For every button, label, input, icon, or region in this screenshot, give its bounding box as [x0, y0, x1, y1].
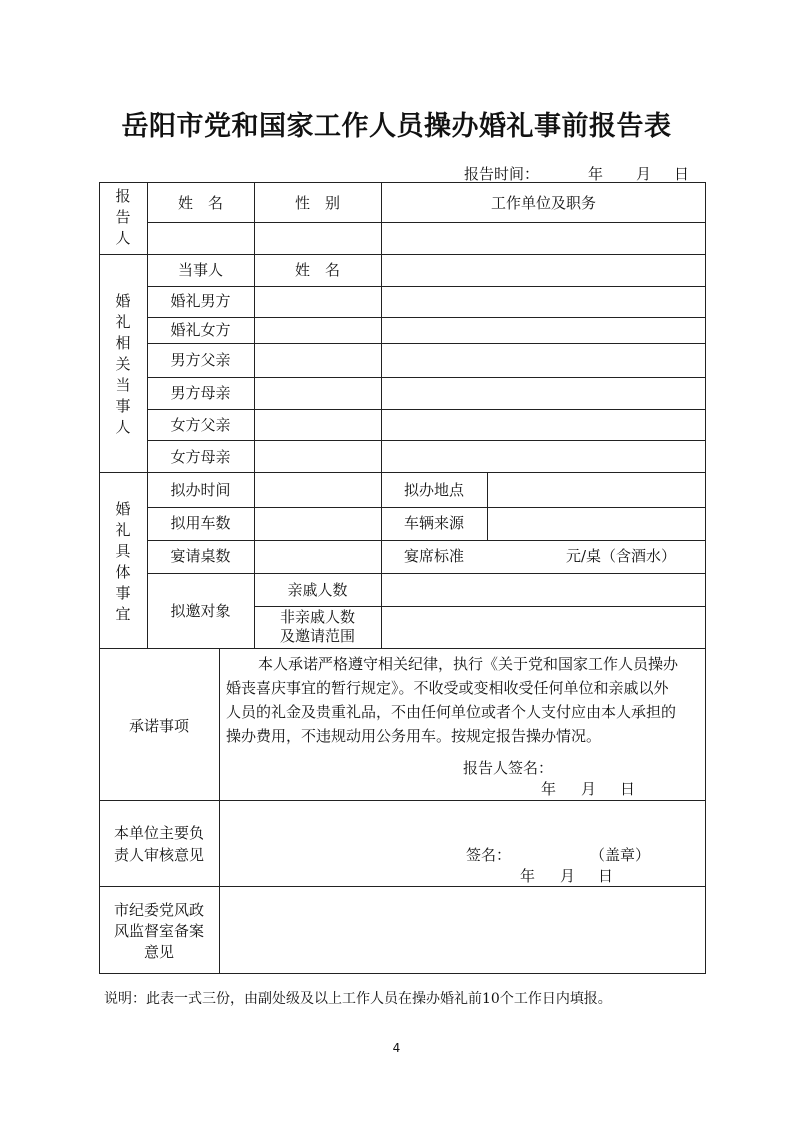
table-rule [99, 254, 706, 255]
cars-field[interactable] [255, 508, 380, 539]
party-row-label: 女方父亲 [170, 416, 231, 434]
plan-time-field[interactable] [255, 473, 380, 506]
reporter-work-header: 工作单位及职务 [490, 194, 596, 212]
report-time-year: 年 [588, 165, 604, 183]
party-row-label: 婚礼女方 [170, 321, 231, 339]
bride-father-name-field[interactable] [255, 410, 380, 439]
car-source-field[interactable] [488, 508, 705, 539]
invitees-label: 拟邀对象 [170, 602, 231, 620]
promise-text-line: 人员的礼金及贵重礼品，不由任何单位或者个人支付应由本人承担的 [226, 703, 677, 721]
party-name-header: 姓 名 [294, 261, 340, 279]
leader-review-label-line2: 责人审核意见 [113, 846, 204, 864]
plan-time-label: 拟办时间 [170, 481, 231, 499]
filing-label-line2: 风监督室备案 [113, 922, 204, 940]
parties-section-label: 婚 礼 相 关 当 事 人 [115, 292, 131, 436]
leader-sign-label: 签名： [466, 846, 512, 864]
table-rule [147, 440, 706, 441]
reporter-gender-field[interactable] [255, 223, 380, 253]
filing-label-line1: 市纪委党风政 [113, 901, 204, 919]
leader-review-field[interactable] [220, 801, 705, 841]
promise-label: 承诺事项 [128, 717, 189, 735]
table-rule [147, 377, 706, 378]
non-relatives-label-line2: 及邀请范围 [279, 627, 355, 645]
details-section-label: 婚 礼 具 体 事 宜 [115, 500, 131, 623]
plan-place-label: 拟办地点 [403, 481, 464, 499]
reporter-name-header: 姓 名 [177, 194, 223, 212]
leader-month: 月 [560, 867, 576, 885]
reporter-gender-header: 性 别 [294, 194, 340, 212]
party-row-label: 婚礼男方 [170, 292, 231, 310]
table-rule [147, 317, 706, 318]
bride-name-field[interactable] [255, 318, 380, 342]
leader-review-label-line1: 本单位主要负 [113, 824, 204, 842]
table-rule [147, 286, 706, 287]
page-number: 4 [392, 1041, 401, 1055]
reporter-name-field[interactable] [148, 223, 253, 253]
party-row-label: 女方母亲 [170, 448, 231, 466]
non-relatives-label-line1: 非亲戚人数 [279, 608, 355, 626]
promise-day: 日 [620, 780, 636, 798]
table-rule [99, 648, 706, 649]
report-time-day: 日 [674, 165, 690, 183]
form-title: 岳阳市党和国家工作人员操办婚礼事前报告表 [121, 111, 672, 142]
footnote: 说明：此表一式三份，由副处级及以上工作人员在操办婚礼前10个工作日内填报。 [104, 991, 612, 1007]
non-relatives-field[interactable] [382, 607, 705, 647]
leader-day: 日 [598, 867, 614, 885]
reporter-section-label: 报 告 人 [115, 187, 131, 247]
party-row-label: 男方父亲 [170, 351, 231, 369]
leader-year: 年 [520, 867, 536, 885]
banquet-unit: 元/桌（含酒水） [566, 547, 677, 565]
report-time-month: 月 [636, 165, 652, 183]
filing-label-line3: 意见 [143, 943, 174, 961]
bride-mother-name-field[interactable] [255, 441, 380, 471]
promise-sign-label: 报告人签名： [463, 759, 554, 777]
car-source-label: 车辆来源 [403, 514, 464, 532]
promise-text-line: 本人承诺严格遵守相关纪律，执行《关于党和国家工作人员操办 [258, 655, 679, 673]
relatives-count-label: 亲戚人数 [287, 581, 348, 599]
reporter-work-field[interactable] [382, 223, 705, 253]
promise-month: 月 [581, 780, 597, 798]
promise-text-line: 操办费用，不违规动用公务用车。按规定报告操办情况。 [226, 727, 602, 745]
tables-field[interactable] [255, 541, 380, 572]
promise-text-line: 婚丧喜庆事宜的暂行规定》。不收受或变相收受任何单位和亲戚以外 [226, 679, 669, 697]
groom-father-name-field[interactable] [255, 344, 380, 376]
relatives-count-field[interactable] [382, 574, 705, 605]
table-rule [147, 540, 706, 541]
groom-name-field[interactable] [255, 287, 380, 316]
tables-label: 宴请桌数 [170, 547, 231, 565]
filing-opinion-field[interactable] [220, 887, 705, 973]
party-header: 当事人 [177, 261, 223, 279]
table-rule [147, 409, 706, 410]
cars-label: 拟用车数 [170, 514, 231, 532]
promise-year: 年 [541, 780, 557, 798]
report-time-label: 报告时间： [464, 165, 540, 183]
banquet-standard-label: 宴席标准 [403, 547, 464, 565]
leader-seal: （盖章） [590, 846, 651, 864]
groom-mother-name-field[interactable] [255, 378, 380, 408]
table-rule [147, 343, 706, 344]
party-row-label: 男方母亲 [170, 384, 231, 402]
plan-place-field[interactable] [488, 473, 705, 506]
